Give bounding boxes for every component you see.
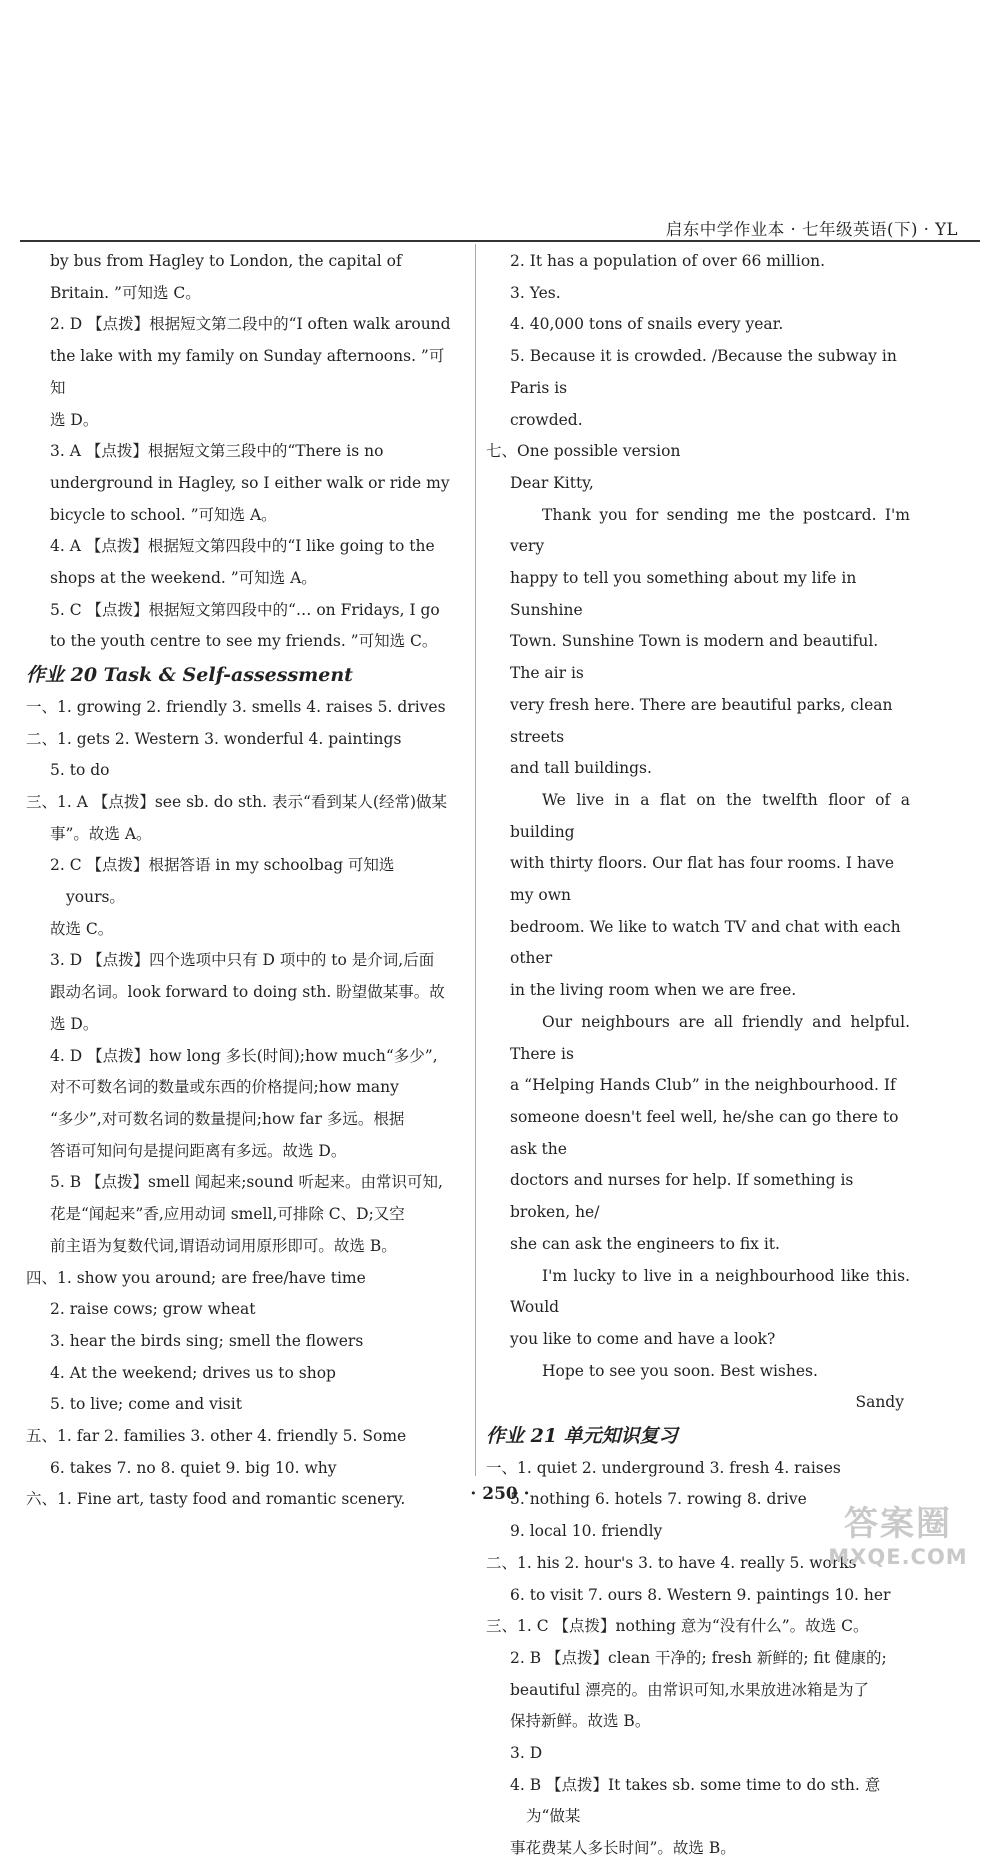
answer-line: We live in a flat on the twelfth floor of a building <box>510 790 910 841</box>
header-title: 启东中学作业本 · 七年级英语(下) · YL <box>665 220 958 239</box>
answer-line: 3. D <box>510 1744 543 1763</box>
answer-line: Town. Sunshine Town is modern and beautiful. The air is <box>510 632 879 683</box>
answer-line: 2. B 【点拨】clean 干净的; fresh 新鲜的; fit 健康的; <box>510 1648 887 1667</box>
answer-line: 5. to live; come and visit <box>50 1395 242 1414</box>
answer-line: 跟动名词。look forward to doing sth. 盼望做某事。故 <box>50 983 445 1002</box>
answer-line: 5. B 【点拨】smell 闻起来;sound 听起来。由常识可知, <box>50 1173 443 1192</box>
answer-line: 前主语为复数代词,谓语动词用原形即可。故选 B。 <box>50 1236 397 1255</box>
answer-line: 3. D 【点拨】四个选项中只有 D 项中的 to 是介词,后面 <box>50 951 435 970</box>
answer-line: crowded. <box>510 410 583 429</box>
answer-line: doctors and nurses for help. If something is broken, he/ <box>510 1171 854 1222</box>
column-divider <box>475 244 476 1476</box>
watermark-line1: 答案圈 <box>844 1504 952 1544</box>
answer-line: 二、1. his 2. hour's 3. to have 4. really 5. works <box>486 1553 857 1572</box>
page-number: · 250 · <box>470 1484 530 1504</box>
answer-line: 花是“闻起来”香,应用动词 smell,可排除 C、D;又空 <box>50 1205 405 1224</box>
answer-line: bicycle to school. ”可知选 A。 <box>50 505 277 524</box>
answer-line: bedroom. We like to watch TV and chat with each other <box>510 917 901 968</box>
answer-line: 6. takes 7. no 8. quiet 9. big 10. why <box>50 1458 337 1477</box>
answer-line: 三、1. A 【点拨】see sb. do sth. 表示“看到某人(经常)做某 <box>26 792 448 811</box>
answer-line: 5. C 【点拨】根据短文第四段中的“… on Fridays, I go <box>50 600 440 619</box>
answer-line: 七、One possible version <box>486 442 681 461</box>
answer-line: 4. B 【点拨】It takes sb. some time to do sth. 意为“做某 <box>510 1775 881 1826</box>
answer-line: Britain. ”可知选 C。 <box>50 283 201 302</box>
section-title: 作业 20 Task & Self-assessment <box>26 664 353 687</box>
answer-line: 3. Yes. <box>510 283 561 302</box>
answer-line: Thank you for sending me the postcard. I'm very <box>510 505 910 556</box>
answer-line: 选 D。 <box>50 410 99 429</box>
answer-line: 二、1. gets 2. Western 3. wonderful 4. paintings <box>26 729 402 748</box>
answer-line: in the living room when we are free. <box>510 981 797 1000</box>
answer-line: a “Helping Hands Club” in the neighbourhood. If <box>510 1076 896 1095</box>
watermark-logo <box>808 1496 988 1596</box>
answer-line: you like to come and have a look? <box>510 1329 776 1348</box>
answer-line: 2. raise cows; grow wheat <box>50 1300 256 1319</box>
answer-line: 保持新鲜。故选 B。 <box>510 1712 651 1731</box>
answer-line: someone doesn't feel well, he/she can go there to ask the <box>510 1107 899 1158</box>
answer-line: 3. A 【点拨】根据短文第三段中的“There is no <box>50 442 384 461</box>
watermark-line2: MXQE.COM <box>828 1545 968 1569</box>
answer-line: 5. to do <box>50 761 110 780</box>
answer-line: and tall buildings. <box>510 759 652 778</box>
answer-line: beautiful 漂亮的。由常识可知,水果放进冰箱是为了 <box>510 1680 870 1699</box>
answer-line: shops at the weekend. ”可知选 A。 <box>50 569 317 588</box>
answer-line: 6. to visit 7. ours 8. Western 9. paintings 10. her <box>510 1585 891 1604</box>
answer-line: underground in Hagley, so I either walk or ride my <box>50 473 450 492</box>
answer-line: 五、1. far 2. families 3. other 4. friendly 5. Some <box>26 1427 407 1446</box>
answer-line: 事花费某人多长时间”。故选 B。 <box>510 1839 736 1858</box>
answer-line: 2. D 【点拨】根据短文第二段中的“I often walk around <box>50 315 451 334</box>
answer-line: 选 D。 <box>50 1014 99 1033</box>
answer-line: 对不可数名词的数量或东西的价格提问;how many <box>50 1078 399 1097</box>
answer-line: 2. It has a population of over 66 million. <box>510 252 826 270</box>
answer-line: 9. local 10. friendly <box>510 1522 663 1541</box>
section-title: 作业 21 单元知识复习 <box>486 1425 678 1448</box>
answer-line: 4. At the weekend; drives us to shop <box>50 1363 336 1382</box>
answer-line: 故选 C。 <box>50 919 114 938</box>
answer-line: 3. hear the birds sing; smell the flowers <box>50 1331 364 1350</box>
answer-line: the lake with my family on Sunday afternoons. ”可知 <box>50 347 445 397</box>
answer-line: 4. D 【点拨】how long 多长(时间);how much“多少”, <box>50 1046 438 1065</box>
answer-line: 5. nothing 6. hotels 7. rowing 8. drive <box>510 1490 807 1509</box>
answer-line: 2. C 【点拨】根据答语 in my schoolbag 可知选 yours。 <box>50 856 395 907</box>
answer-line: 四、1. show you around; are free/have time <box>26 1268 366 1287</box>
answer-line: Sandy <box>855 1393 904 1412</box>
answer-line: happy to tell you something about my life in Sunshine <box>510 569 857 619</box>
answer-line: 六、1. Fine art, tasty food and romantic scenery. <box>26 1490 406 1509</box>
left-column <box>26 246 454 1516</box>
answer-line: to the youth centre to see my friends. ”可知选 C。 <box>50 632 438 651</box>
right-column <box>486 246 910 1865</box>
answer-line: 一、1. quiet 2. underground 3. fresh 4. raises <box>486 1458 841 1477</box>
answer-line: 事”。故选 A。 <box>50 824 152 843</box>
answer-line: I'm lucky to live in a neighbourhood like this. Would <box>510 1266 910 1317</box>
answer-line: very fresh here. There are beautiful parks, clean streets <box>510 695 893 746</box>
answer-line: 4. 40,000 tons of snails every year. <box>510 315 784 334</box>
answer-line: Dear Kitty, <box>510 473 594 492</box>
answer-line: 三、1. C 【点拨】nothing 意为“没有什么”。故选 C。 <box>486 1617 869 1636</box>
answer-line: with thirty floors. Our flat has four rooms. I have my own <box>510 854 895 905</box>
answer-line: she can ask the engineers to fix it. <box>510 1234 780 1253</box>
answer-line: “多少”,对可数名词的数量提问;how far 多远。根据 <box>50 1109 405 1128</box>
answer-line: 答语可知问句是提问距离有多远。故选 D。 <box>50 1141 347 1160</box>
answer-line: by bus from Hagley to London, the capital of <box>50 252 402 270</box>
answer-line: Hope to see you soon. Best wishes. <box>542 1361 818 1380</box>
answer-line: Our neighbours are all friendly and helpful. There is <box>510 1012 910 1063</box>
header-rule <box>20 240 980 242</box>
answer-line: 4. A 【点拨】根据短文第四段中的“I like going to the <box>50 537 435 556</box>
answer-line: 5. Because it is crowded. /Because the subway in Paris is <box>510 347 897 397</box>
running-header <box>20 216 980 240</box>
answer-line: 一、1. growing 2. friendly 3. smells 4. raises 5. drives <box>26 697 446 716</box>
